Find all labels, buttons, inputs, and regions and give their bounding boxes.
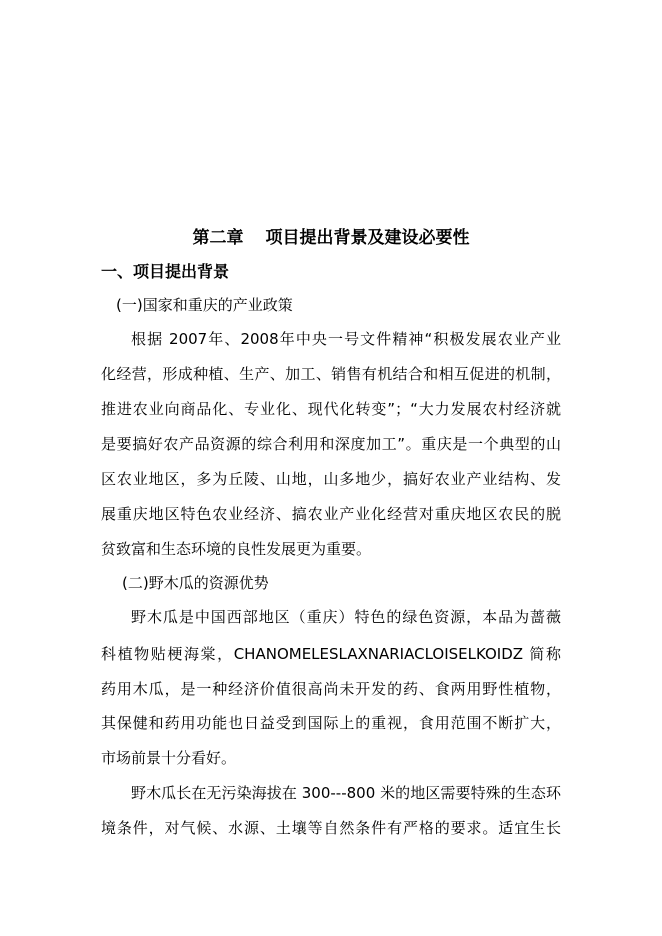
paragraph-line: 推进农业向商品化、专业化、现代化转变”；“大力发展农村经济就: [101, 400, 561, 418]
paragraph-line: 根据 2007年、2008年中央一号文件精神“积极发展农业产业: [131, 330, 561, 348]
paragraph-line: 野木瓜是中国西部地区（重庆）特色的绿色资源，本品为蔷薇: [131, 608, 561, 626]
subsection-heading-resource: (二)野木瓜的资源优势: [122, 574, 269, 592]
paragraph-line: 区农业地区，多为丘陵、山地，山多地少，搞好农业产业结构、发: [101, 470, 561, 488]
chapter-name: 项目提出背景及建设必要性: [265, 228, 470, 248]
paragraph-line: 市场前景十分看好。: [101, 749, 237, 767]
paragraph-line: 科植物贴梗海棠，CHANOMELESLAXNARIACLOISELKOIDZ 简称: [101, 645, 561, 663]
paragraph-line: 野木瓜长在无污染海拔在 300---800 米的地区需要特殊的生态环: [131, 784, 561, 802]
chapter-title: [0, 226, 662, 250]
chapter-number: 第二章: [192, 228, 244, 248]
paragraph-line: 化经营，形成种植、生产、加工、销售有机结合和相互促进的机制，: [101, 365, 561, 383]
paragraph-line: 其保健和药用功能也日益受到国际上的重视，食用范围不断扩大，: [101, 714, 561, 732]
paragraph-line: 贫致富和生态环境的良性发展更为重要。: [101, 540, 372, 558]
section-heading-background: 一、项目提出背景: [101, 262, 230, 281]
paragraph-line: 境条件，对气候、水源、土壤等自然条件有严格的要求。适宜生长: [101, 819, 561, 837]
paragraph-line: 是要搞好农产品资源的综合利用和深度加工”。重庆是一个典型的山: [101, 435, 561, 453]
paragraph-line: 药用木瓜，是一种经济价值很高尚未开发的药、食两用野性植物，: [101, 680, 561, 698]
paragraph-line: 展重庆地区特色农业经济、搞农业产业化经营对重庆地区农民的脱: [101, 505, 561, 523]
subsection-heading-policy: (一)国家和重庆的产业政策: [116, 296, 293, 314]
